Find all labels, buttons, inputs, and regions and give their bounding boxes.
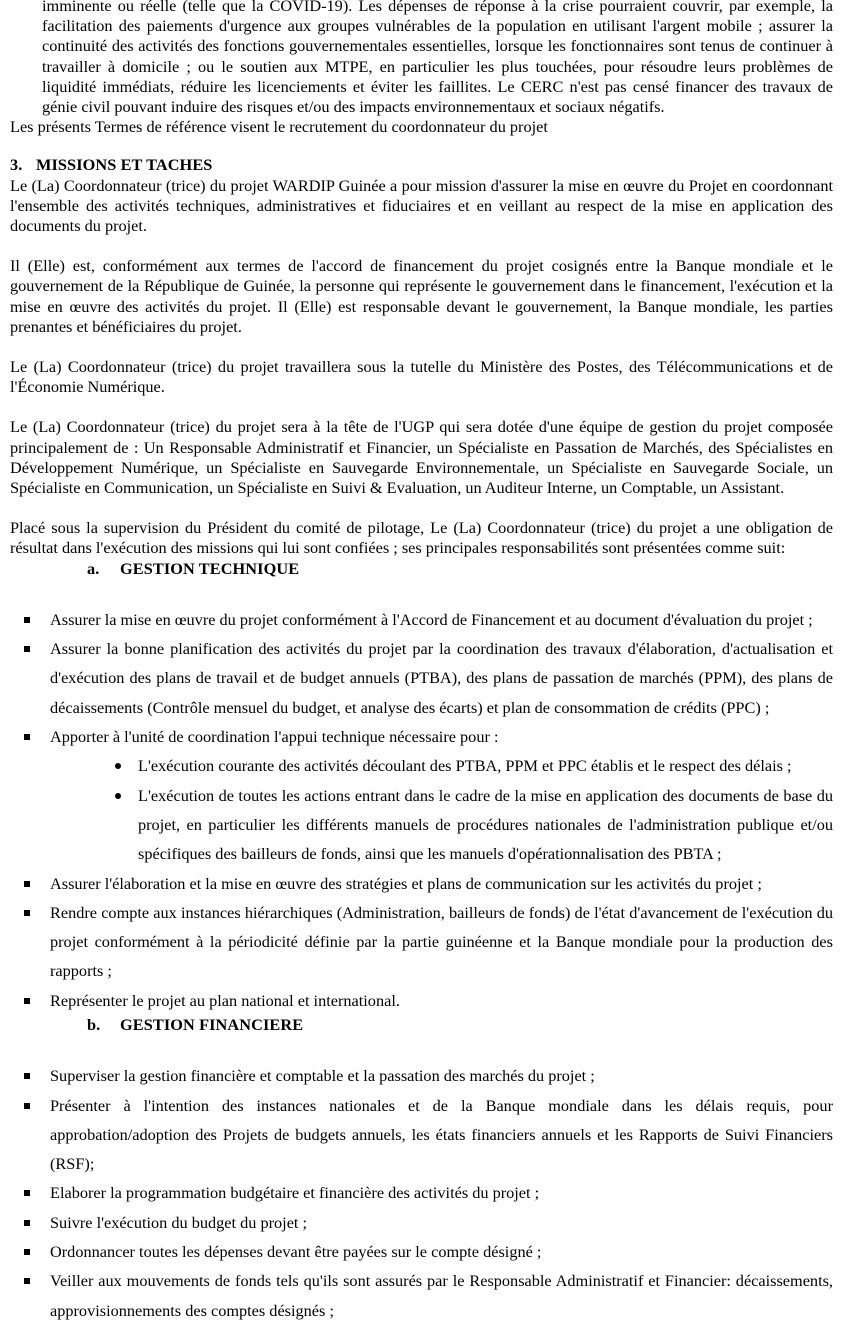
square-bullet-icon (24, 998, 30, 1004)
square-bullet-icon (24, 734, 30, 740)
list-item (20, 1208, 833, 1237)
list-item-text: Assurer l'élaboration et la mise en œuvre des stratégies et plans de communication sur les activités du projet ; (50, 873, 762, 893)
section3-paragraph-2: Il (Elle) est, conformément aux termes de l'accord de financement du projet cosignés entre la Banque mondiale et le gouvernement de la République de Guinée, la personne qui représente le gouvernement dans le financement, l'exécution et la mise en œuvre des activités du projet. Il (Elle) est responsable devant le gouvernement, la Banque mondiale, les parties prenantes et bénéficiaires du projet. (10, 256, 833, 336)
round-bullet-icon (115, 763, 121, 769)
list-item (20, 898, 833, 986)
section3-paragraph-5: Placé sous la supervision du Président du comité de pilotage, Le (La) Coordonnateur (trice) du projet a une obligation de résultat dans l'exécution des missions qui lui sont confiées ; ses principales responsabilités sont présentées comme suit: (10, 518, 833, 558)
square-bullet-icon (24, 1103, 30, 1109)
list-item (20, 1061, 833, 1090)
spacer (10, 137, 833, 155)
list-item (20, 1266, 833, 1325)
section3-paragraph-1: Le (La) Coordonnateur (trice) du projet WARDIP Guinée a pour mission d'assurer la mise en œuvre du Projet en coordonnant l'ensemble des activités techniques, administratives et fiduciaires et en veillant au respect de la mise en application des documents du projet. (10, 175, 833, 236)
list-item-text: Assurer la mise en œuvre du projet conformément à l'Accord de Financement et au document d'évaluation du projet ; (50, 609, 813, 629)
nested-list-item-text: L'exécution courante des activités découlant des PTBA, PPM et PPC établis et le respect des délais ; (138, 756, 792, 776)
list-item (20, 1178, 833, 1207)
spacer (10, 579, 833, 605)
section3-paragraph-3: Le (La) Coordonnateur (trice) du projet travaillera sous la tutelle du Ministère des Postes, des Télécommunications et de l'Économie Numérique. (10, 357, 833, 397)
square-bullet-icon (24, 910, 30, 916)
list-item (20, 722, 833, 868)
round-bullet-icon (115, 793, 121, 799)
list-item-text: Présenter à l'intention des instances nationales et de la Banque mondiale dans les délais requis, pour approbation/adoption des Projets de budgets annuels, les états financiers annuels et les Rapports de Suivi Financiers (RSF); (50, 1095, 833, 1174)
list-item-text: Ordonnancer toutes les dépenses devant être payées sur le compte désigné ; (50, 1242, 542, 1262)
list-item (20, 634, 833, 722)
subheading-letter-b: b. (87, 1015, 101, 1035)
section-title: MISSIONS ET TACHES (36, 155, 213, 175)
subheading-letter-a: a. (87, 558, 100, 578)
list-item-text: Apporter à l'unité de coordination l'appui technique nécessaire pour : (50, 727, 499, 747)
subheading-gestion-technique (87, 559, 833, 579)
list-item-text: Rendre compte aux instances hiérarchiques (Administration, bailleurs de fonds) de l'état d'avancement de l'exécution du projet conformément à la périodicité définie par la partie guinéenne et la Banque mondiale pour la production des rapports ; (50, 902, 833, 981)
list-item (20, 1091, 833, 1179)
section-number: 3. (10, 155, 23, 175)
continued-paragraph: imminente ou réelle (telle que la COVID-19). Les dépenses de réponse à la crise pourraient couvrir, par exemple, la facilitation des paiements d'urgence aux groupes vulnérables de la population en utilisant l'argent mobile ; assurer la continuité des activités des fonctions gouvernementales essentielles, lorsque les fonctionnaires sont tenus de continuer à travailler à domicile ; ou le soutien aux MTPE, en particulier les plus touchées, pour résoudre leurs problèmes de liquidité immédiats, réduire les licenciements et éviter les faillites. Le CERC n'est pas censé financer des travaux de génie civil pouvant induire des risques et/ou des impacts environnementaux et sociaux négatifs. (42, 0, 833, 117)
subheading-gestion-financiere (87, 1015, 833, 1035)
nested-list-item (113, 781, 833, 869)
subheading-title-a: GESTION TECHNIQUE (120, 558, 300, 578)
square-bullet-icon (24, 617, 30, 623)
square-bullet-icon (24, 1073, 30, 1079)
list-item (20, 869, 833, 898)
nested-list-item-text: L'exécution de toutes les actions entrant dans le cadre de la mise en application des documents de base du projet, en particulier les différents manuels de procédures nationales de l'administration publique et/ou spécifiques des bailleurs de fonds, ainsi que les manuels d'opérationnalisation des PBTA ; (138, 785, 833, 864)
nested-list-item (113, 751, 833, 780)
gestion-technique-bullet-list (10, 605, 833, 1015)
square-bullet-icon (24, 646, 30, 652)
list-item-text: Elaborer la programmation budgétaire et financière des activités du projet ; (50, 1183, 540, 1203)
list-item (20, 605, 833, 634)
tdr-purpose-line: Les présents Termes de référence visent le recrutement du coordonnateur du projet (10, 117, 548, 137)
list-item-text: Représenter le projet au plan national et international. (50, 990, 400, 1010)
list-item-text: Veiller aux mouvements de fonds tels qu'ils sont assurés par le Responsable Administratif et Financier: décaissements, approvisionnements des comptes désignés ; (50, 1271, 833, 1320)
square-bullet-icon (24, 1278, 30, 1284)
square-bullet-icon (24, 881, 30, 887)
list-item-text: Assurer la bonne planification des activités du projet par la coordination des travaux d'élaboration, d'actualisation et d'exécution des plans de travail et de budget annuels (PTBA), des plans de passation de marchés (PPM), des plans de décaissements (Contrôle mensuel du budget, et analyse des écarts) et plan de consommation de crédits (PPC) ; (50, 639, 833, 717)
list-item (20, 1237, 833, 1266)
square-bullet-icon (24, 1249, 30, 1255)
section3-paragraph-4: Le (La) Coordonnateur (trice) du projet sera à la tête de l'UGP qui sera dotée d'une équipe de gestion du projet composée principalement de : Un Responsable Administratif et Financier, un Spécialiste en Passation de Marchés, des Spécialistes en Développement Numérique, un Spécialiste en Sauvegarde Environnementale, un Spécialiste en Sauvegarde Sociale, un Spécialiste en Communication, un Spécialiste en Suivi & Evaluation, un Auditeur Interne, un Comptable, un Assistant. (10, 417, 833, 498)
section-heading-missions (10, 155, 833, 175)
nested-bullet-list (50, 751, 833, 868)
spacer (10, 1035, 833, 1061)
list-item-text: Superviser la gestion financière et comptable et la passation des marchés du projet ; (50, 1066, 595, 1086)
list-item-text: Suivre l'exécution du budget du projet ; (50, 1212, 308, 1232)
list-item (20, 986, 833, 1015)
subheading-title-b: GESTION FINANCIERE (120, 1015, 304, 1035)
square-bullet-icon (24, 1220, 30, 1226)
gestion-financiere-bullet-list (10, 1061, 833, 1325)
square-bullet-icon (24, 1190, 30, 1196)
